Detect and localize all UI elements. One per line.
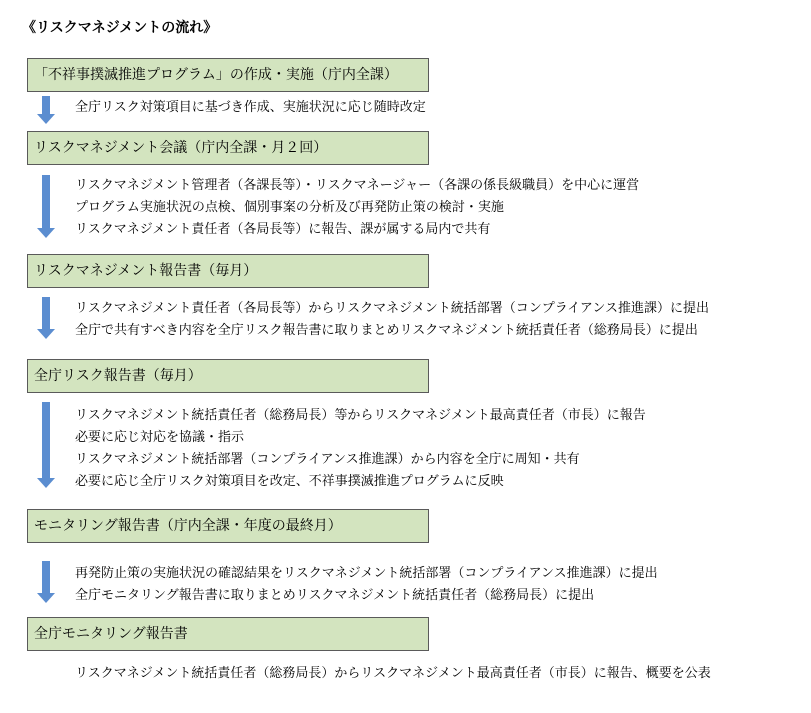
step-desc-monthly-report <box>75 298 709 342</box>
desc-line: リスクマネジメント統括部署（コンプライアンス推進課）から内容を全庁に周知・共有 <box>75 452 580 467</box>
diagram-title: 《リスクマネジメントの流れ》 <box>22 20 218 36</box>
step-desc-all-office-monitoring <box>75 663 711 685</box>
down-arrow-icon <box>37 561 55 603</box>
desc-line: リスクマネジメント責任者（各局長等）からリスクマネジメント統括部署（コンプライアンス推進課）に提出 <box>75 301 710 316</box>
desc-line: リスクマネジメント責任者（各局長等）に報告、課が属する局内で共有 <box>75 222 491 237</box>
step-desc-all-office-report <box>75 405 646 493</box>
desc-line: 全庁で共有すべき内容を全庁リスク報告書に取りまとめリスクマネジメント統括責任者（総務局長）に提出 <box>75 323 698 338</box>
step-box-meeting: リスクマネジメント会議（庁内全課・月２回） <box>27 131 429 165</box>
step-desc-program <box>75 97 426 119</box>
desc-line: リスクマネジメント統括責任者（総務局長）からリスクマネジメント最高責任者（市長）に報告、概要を公表 <box>75 666 711 681</box>
desc-line: 再発防止策の実施状況の確認結果をリスクマネジメント統括部署（コンプライアンス推進課）に提出 <box>75 566 658 581</box>
step-box-all-office-monitoring: 全庁モニタリング報告書 <box>27 617 429 651</box>
down-arrow-icon <box>37 96 55 124</box>
desc-line: 全庁リスク対策項目に基づき作成、実施状況に応じ随時改定 <box>75 100 426 115</box>
desc-line: 必要に応じ全庁リスク対策項目を改定、不祥事撲滅推進プログラムに反映 <box>75 474 504 489</box>
desc-line: 必要に応じ対応を協議・指示 <box>75 430 245 445</box>
desc-line: 全庁モニタリング報告書に取りまとめリスクマネジメント統括責任者（総務局長）に提出 <box>75 588 595 603</box>
down-arrow-icon <box>37 175 55 238</box>
step-box-program: 「不祥事撲滅推進プログラム」の作成・実施（庁内全課） <box>27 58 429 92</box>
desc-line: リスクマネジメント管理者（各課長等）・リスクマネージャー（各課の係長級職員）を中心に運営 <box>75 178 640 193</box>
down-arrow-icon <box>37 297 55 339</box>
down-arrow-icon <box>37 402 55 488</box>
step-box-monitoring-report: モニタリング報告書（庁内全課・年度の最終月） <box>27 509 429 543</box>
desc-line: リスクマネジメント統括責任者（総務局長）等からリスクマネジメント最高責任者（市長）に報告 <box>75 408 646 423</box>
step-desc-monitoring-report <box>75 563 658 607</box>
step-desc-meeting <box>75 175 639 241</box>
step-box-all-office-report: 全庁リスク報告書（毎月） <box>27 359 429 393</box>
desc-line: プログラム実施状況の点検、個別事案の分析及び再発防止策の検討・実施 <box>75 200 504 215</box>
step-box-monthly-report: リスクマネジメント報告書（毎月） <box>27 254 429 288</box>
